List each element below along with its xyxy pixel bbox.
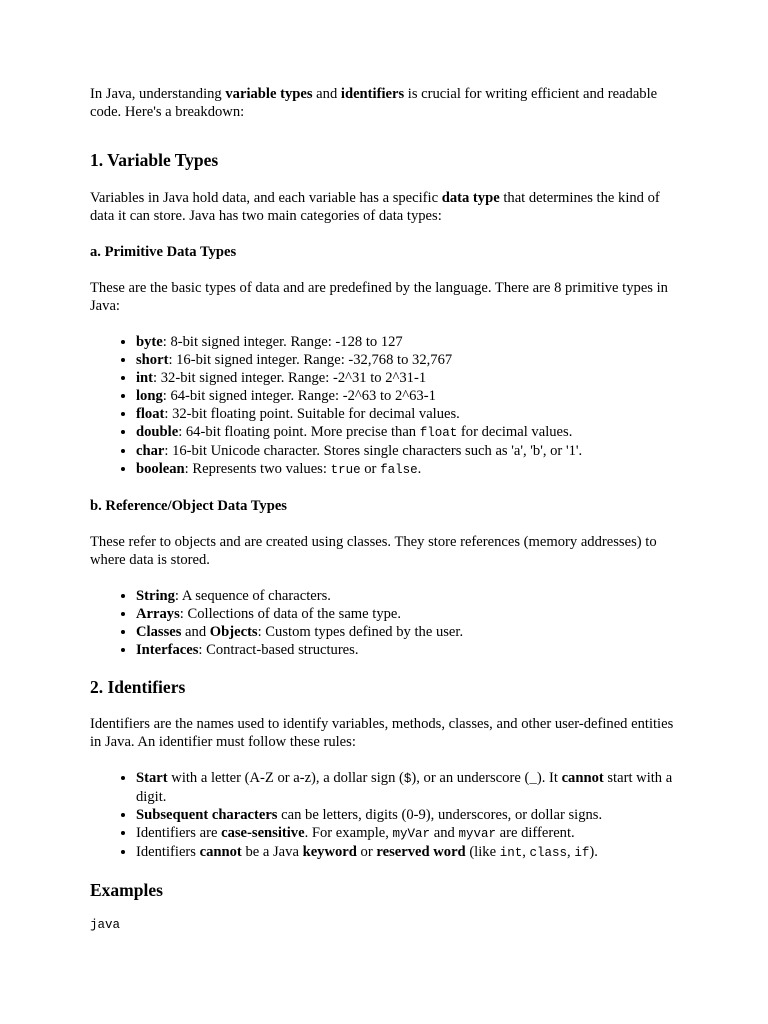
type-desc: and — [181, 624, 210, 640]
rule-bold: keyword — [302, 844, 357, 860]
type-desc: : 32-bit floating point. Suitable for decimal values. — [164, 406, 460, 422]
type-desc: : Custom types defined by the user. — [257, 624, 464, 640]
type-desc: : 16-bit signed integer. Range: -32,768 to 32,767 — [168, 352, 453, 368]
rule-text: with a letter (A-Z or a-z), a dollar sign ( — [167, 770, 404, 786]
list-item — [136, 442, 678, 460]
list-item — [136, 423, 678, 442]
paragraph-text: that determines the kind of data it can store. Java has two main categories of data types: — [90, 190, 660, 224]
list-item — [136, 387, 678, 405]
type-desc: for decimal values. — [457, 424, 573, 440]
intro-bold-identifiers: identifiers — [340, 86, 405, 102]
subheading-reference: b. Reference/Object Data Types — [90, 498, 287, 514]
rule-bold: case-sensitive — [221, 825, 305, 841]
paragraph-text: Variables in Java hold data, and each variable has a specific — [90, 190, 442, 206]
list-item — [136, 769, 678, 806]
type-name: char — [136, 443, 165, 459]
type-name: String — [136, 588, 175, 604]
type-desc: : 64-bit signed integer. Range: -2^63 to 2^63-1 — [162, 388, 436, 404]
intro-bold-variable-types: variable types — [225, 86, 313, 102]
list-item — [136, 623, 678, 641]
rule-text: and — [430, 825, 459, 841]
type-name: short — [136, 352, 169, 368]
intro-text: is crucial for writing efficient and readable code. Here's a breakdown: — [90, 86, 658, 120]
list-item — [136, 369, 678, 387]
type-desc: . — [417, 461, 422, 477]
type-name: boolean — [136, 461, 185, 477]
type-desc: : Contract-based structures. — [198, 642, 359, 658]
rule-text: Identifiers — [136, 844, 200, 860]
variable-types-paragraph — [90, 189, 678, 225]
rule-text: . For example, — [304, 825, 393, 841]
identifiers-paragraph: Identifiers are the names used to identify variables, methods, classes, and other user-defined entities in Java. An identifier must follow these rules: — [90, 716, 674, 750]
inline-code: _ — [529, 772, 537, 786]
bold-data-type: data type — [441, 190, 500, 206]
type-name: float — [136, 406, 165, 422]
type-desc: : A sequence of characters. — [174, 588, 331, 604]
section-heading-examples: Examples — [90, 880, 163, 900]
inline-code: myVar — [392, 827, 431, 841]
rule-bold: cannot — [199, 844, 242, 860]
rule-text: ). It — [536, 770, 562, 786]
rule-text: Identifiers are — [136, 825, 222, 841]
intro-paragraph — [90, 85, 678, 121]
rule-text: ). — [589, 844, 598, 860]
type-name: Classes — [136, 624, 182, 640]
subheading-primitive: a. Primitive Data Types — [90, 244, 237, 260]
rule-text: can be letters, digits (0-9), underscores, or dollar signs. — [277, 807, 603, 823]
list-item — [136, 843, 678, 862]
type-name: Objects — [209, 624, 258, 640]
inline-code: false — [380, 463, 418, 477]
list-item — [136, 806, 678, 824]
primitive-paragraph: These are the basic types of data and are predefined by the language. There are 8 primitive types in Java: — [90, 280, 668, 314]
type-desc: : Collections of data of the same type. — [179, 606, 402, 622]
type-desc: : 32-bit signed integer. Range: -2^31 to 2^31-1 — [153, 370, 427, 386]
inline-code: if — [574, 846, 590, 860]
rule-text: or — [356, 844, 377, 860]
inline-code: class — [529, 846, 568, 860]
list-item — [136, 824, 678, 843]
type-name: byte — [136, 334, 163, 350]
list-item — [136, 405, 678, 423]
type-desc: : 64-bit floating point. More precise than — [178, 424, 420, 440]
type-desc: : Represents two values: — [184, 461, 331, 477]
inline-code: int — [499, 846, 523, 860]
rule-bold: cannot — [561, 770, 604, 786]
type-name: double — [136, 424, 179, 440]
list-item — [136, 460, 678, 479]
list-item — [136, 605, 678, 623]
inline-code: float — [419, 426, 458, 440]
type-name: int — [136, 370, 154, 386]
section-heading-variable-types: 1. Variable Types — [90, 150, 219, 170]
intro-text: and — [312, 86, 341, 102]
rule-text: , — [567, 844, 575, 860]
section-heading-identifiers: 2. Identifiers — [90, 677, 186, 697]
inline-code: $ — [403, 772, 412, 786]
rule-text: ), or an underscore ( — [411, 770, 530, 786]
type-desc: or — [360, 461, 381, 477]
list-item — [136, 351, 678, 369]
type-desc: : 16-bit Unicode character. Stores single characters such as 'a', 'b', or '1'. — [164, 443, 583, 459]
reference-paragraph: These refer to objects and are created using classes. They store references (memory addresses) to where data is stored. — [90, 534, 657, 568]
type-name: Interfaces — [136, 642, 199, 658]
list-item — [136, 641, 678, 659]
rule-text: are different. — [495, 825, 575, 841]
rule-bold: Start — [136, 770, 168, 786]
inline-code: myvar — [458, 827, 496, 841]
type-name: Arrays — [136, 606, 180, 622]
rule-text: start with a digit. — [136, 770, 673, 805]
type-name: long — [136, 388, 163, 404]
list-item — [136, 333, 678, 351]
rule-text: , — [522, 844, 530, 860]
intro-text: In Java, understanding — [90, 86, 226, 102]
code-language-label: java — [90, 918, 121, 932]
list-item — [136, 587, 678, 605]
rule-bold: Subsequent characters — [136, 807, 278, 823]
type-desc: : 8-bit signed integer. Range: -128 to 127 — [162, 334, 403, 350]
rule-text: be a Java — [241, 844, 303, 860]
inline-code: true — [330, 463, 361, 477]
identifier-rules-list — [90, 769, 678, 862]
reference-types-list — [90, 587, 678, 659]
rule-text: (like — [465, 844, 500, 860]
primitive-types-list — [90, 333, 678, 479]
rule-bold: reserved word — [376, 844, 466, 860]
